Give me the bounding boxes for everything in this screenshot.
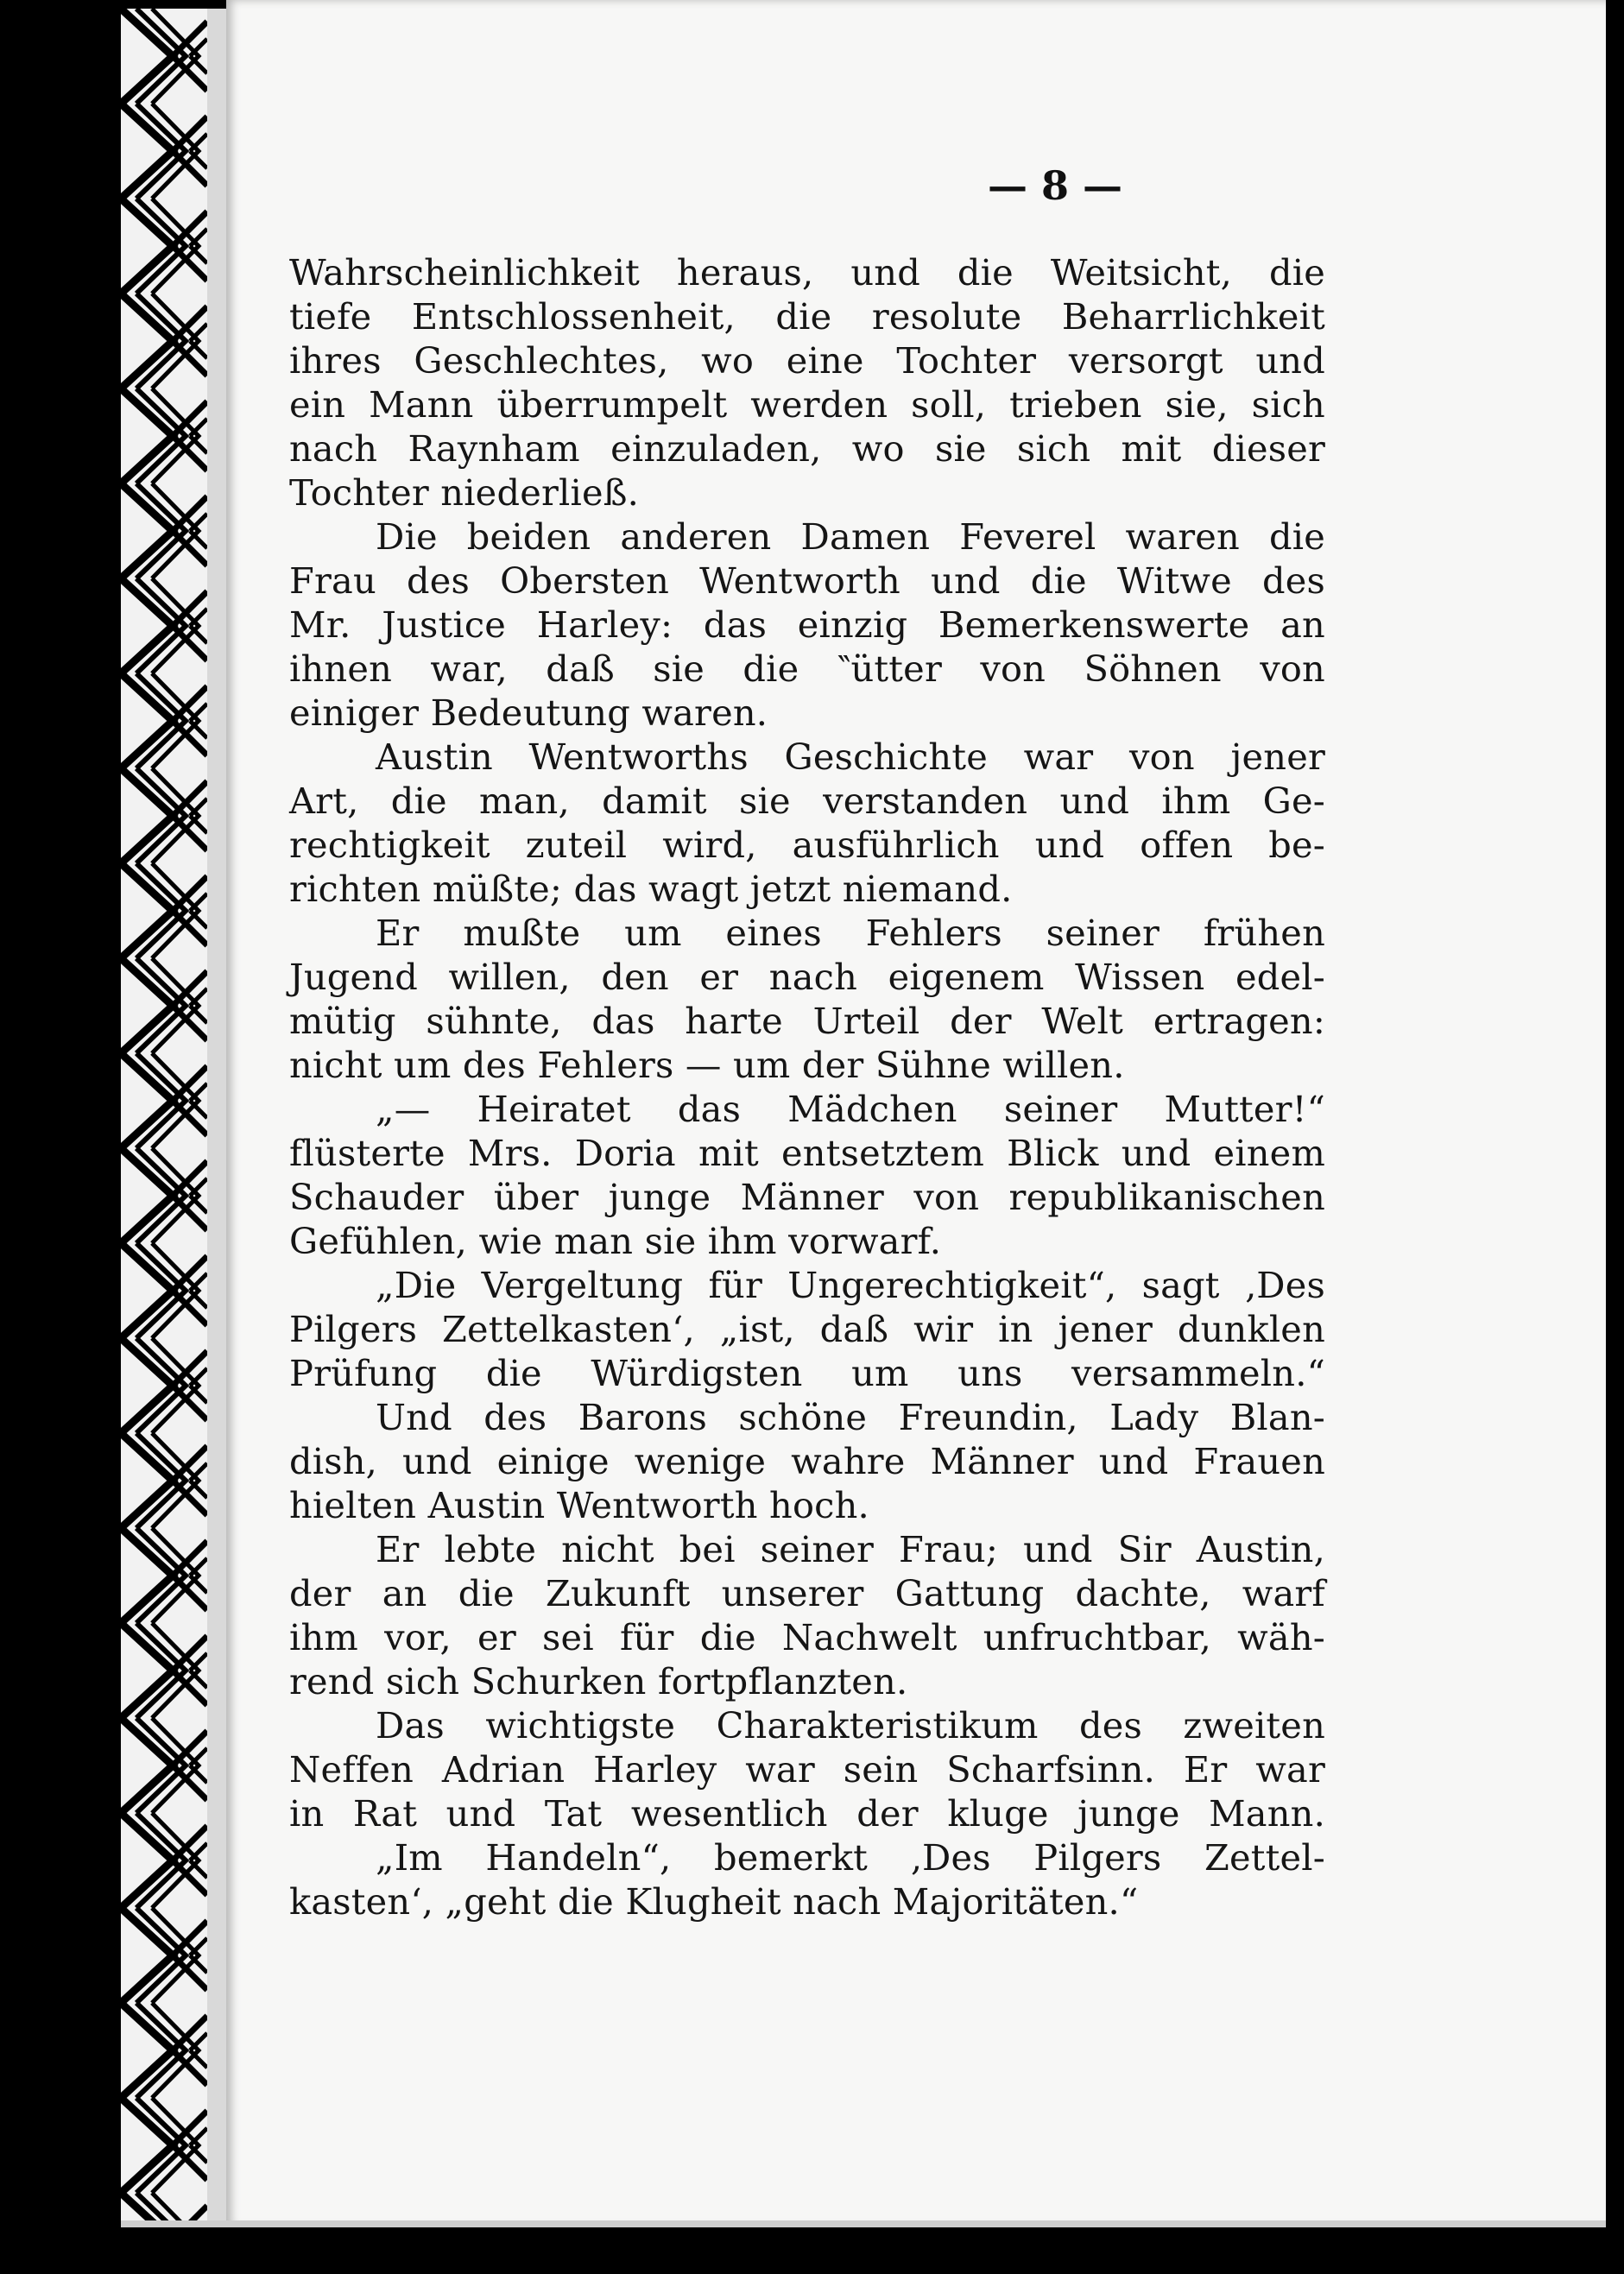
- text-line: nicht um des Fehlers — um der Sühne willen.: [289, 1044, 1125, 1086]
- text-line: Wahrscheinlichkeit heraus, und die Weitsicht, die: [289, 251, 1325, 294]
- text-line: Mr. Justice Harley: das einzig Bemerkenswerte an: [289, 603, 1325, 646]
- body-text: [289, 250, 1325, 1923]
- page-bottom-edge: [121, 2220, 1608, 2227]
- text-line: Er mußte um eines Fehlers seiner frühen: [376, 912, 1325, 954]
- zigzag-pattern: [121, 9, 207, 2227]
- text-line: richten müßte; das wagt jetzt niemand.: [289, 868, 1013, 910]
- text-line: Austin Wentworths Geschichte war von jener: [376, 736, 1325, 778]
- text-line: Er lebte nicht bei seiner Frau; und Sir Austin,: [376, 1528, 1325, 1570]
- text-line: nach Raynham einzuladen, wo sie sich mit dieser: [289, 427, 1325, 470]
- page-number: — 8 —: [987, 162, 1123, 209]
- text-line: hielten Austin Wentworth hoch.: [289, 1484, 869, 1526]
- text-line: „Die Vergeltung für Ungerechtigkeit“, sagt ‚Des: [376, 1264, 1325, 1306]
- text-line: Art, die man, damit sie verstanden und ihm Ge-: [289, 780, 1325, 822]
- text-line: ihres Geschlechtes, wo eine Tochter versorgt und: [289, 339, 1325, 382]
- text-line: Das wichtigste Charakteristikum des zweiten: [376, 1704, 1325, 1747]
- scan-border: [1606, 0, 1624, 2274]
- text-line: rechtigkeit zuteil wird, ausführlich und offen be-: [289, 824, 1325, 866]
- text-line: Prüfung die Würdigsten um uns versammeln.“: [289, 1352, 1325, 1394]
- text-line: Die beiden anderen Damen Feverel waren die: [376, 515, 1325, 558]
- text-line: tiefe Entschlossenheit, die resolute Beharrlichkeit: [289, 295, 1325, 338]
- text-line: mütig sühnte, das harte Urteil der Welt ertragen:: [289, 1000, 1325, 1042]
- text-line: Pilgers Zettelkasten‘, „ist, daß wir in jener dunklen: [289, 1308, 1325, 1350]
- text-line: der an die Zukunft unserer Gattung dachte, warf: [289, 1572, 1325, 1614]
- text-line: einiger Bedeutung waren.: [289, 692, 768, 734]
- text-line: dish, und einige wenige wahre Männer und Frauen: [289, 1440, 1325, 1482]
- text-line: Tochter niederließ.: [289, 471, 640, 514]
- text-line: Jugend willen, den er nach eigenem Wissen edel-: [289, 956, 1325, 998]
- text-line: ihnen war, daß sie die ‶ütter von Söhnen von: [289, 647, 1325, 690]
- text-line: Gefühlen, wie man sie ihm vorwarf.: [289, 1220, 942, 1262]
- text-line: „Im Handeln“, bemerkt ‚Des Pilgers Zettel-: [376, 1836, 1325, 1879]
- text-line: Neffen Adrian Harley war sein Scharfsinn. Er war: [289, 1748, 1325, 1791]
- text-line: ein Mann überrumpelt werden soll, trieben sie, sich: [289, 383, 1325, 426]
- binding-ornament: [121, 9, 207, 2227]
- text-line: ihm vor, er sei für die Nachwelt unfruchtbar, wäh-: [289, 1616, 1325, 1658]
- text-line: Und des Barons schöne Freundin, Lady Blan-: [376, 1396, 1325, 1438]
- text-line: rend sich Schurken fortpflanzten.: [289, 1660, 908, 1702]
- text-line: flüsterte Mrs. Doria mit entsetztem Blick und einem: [289, 1132, 1325, 1174]
- text-line: kasten‘, „geht die Klugheit nach Majoritäten.“: [289, 1880, 1139, 1923]
- text-line: Schauder über junge Männer von republikanischen: [289, 1176, 1325, 1218]
- text-line: in Rat und Tat wesentlich der kluge junge Mann.: [289, 1792, 1325, 1835]
- text-line: „— Heiratet das Mädchen seiner Mutter!“: [376, 1088, 1325, 1130]
- text-line: Frau des Obersten Wentworth und die Witwe des: [289, 559, 1325, 602]
